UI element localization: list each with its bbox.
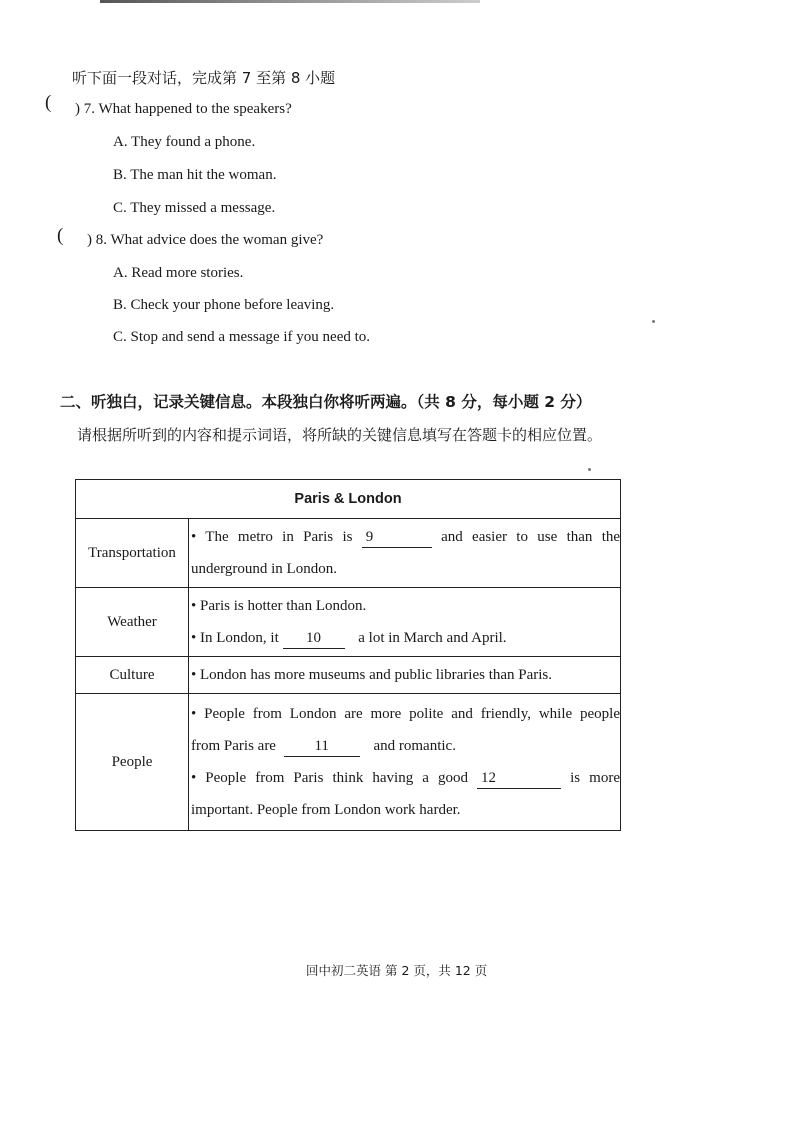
category-people: People (76, 694, 189, 831)
question-7-option-a: A. They found a phone. (113, 134, 256, 150)
content-transportation (189, 519, 621, 588)
blank-12: 12 (477, 768, 561, 789)
table-row-culture (76, 657, 621, 694)
question-7-stem: ) 7. What happened to the speakers? (75, 101, 292, 117)
info-table (75, 479, 621, 831)
transportation-text-a: • The metro in Paris is (191, 529, 353, 545)
category-culture: Culture (76, 657, 189, 694)
table-title: Paris & London (76, 480, 621, 519)
question-8-option-b: B. Check your phone before leaving. (113, 297, 335, 313)
table-row-transportation (76, 519, 621, 588)
weather-text-b: a lot in March and April. (358, 630, 507, 646)
scan-speck (588, 468, 591, 471)
people-line-1: • People from London are more polite and friendly, while people (191, 706, 620, 722)
question-8-option-c: C. Stop and send a message if you need to. (113, 329, 371, 345)
people-text-b: and romantic. (373, 738, 456, 754)
people-text-d: is more (570, 770, 620, 786)
category-weather: Weather (76, 588, 189, 657)
table-row-weather (76, 588, 621, 657)
people-text-c: • People from Paris think having a good (191, 770, 468, 786)
blank-10: 10 (283, 628, 345, 649)
transportation-text-b: and easier to use than the (441, 529, 621, 545)
top-scan-edge (100, 0, 480, 3)
question-7-option-c: C. They missed a message. (113, 200, 276, 216)
page-footer: 回中初二英语 第 2 页，共 12 页 (306, 963, 488, 978)
people-line-2 (191, 730, 620, 762)
scan-speck (652, 320, 655, 323)
answer-paren-8: ( (57, 225, 64, 246)
question-8-stem: ) 8. What advice does the woman give? (87, 232, 324, 248)
dialogue-intro: 听下面一段对话，完成第 7 至第 8 小题 (72, 69, 336, 87)
section-2-heading: 二、听独白，记录关键信息。本段独白你将听两遍。（共 8 分，每小题 2 分） (60, 393, 592, 411)
question-7-option-b: B. The man hit the woman. (113, 167, 277, 183)
weather-line-2 (191, 622, 620, 654)
section-2-instruction: 请根据所听到的内容和提示词语，将所缺的关键信息填写在答题卡的相应位置。 (77, 426, 603, 444)
transportation-line-1 (191, 521, 620, 553)
culture-line-1: • London has more museums and public libraries than Paris. (191, 667, 553, 683)
blank-9: 9 (362, 527, 432, 548)
content-people (189, 694, 621, 831)
people-line-3 (191, 762, 620, 794)
transportation-line-2: underground in London. (191, 561, 337, 577)
content-culture (189, 657, 621, 694)
people-text-a: from Paris are (191, 738, 276, 754)
weather-text-a: • In London, it (191, 630, 279, 646)
question-8-option-a: A. Read more stories. (113, 265, 244, 281)
answer-paren-7: ( (45, 92, 52, 113)
blank-11: 11 (284, 736, 360, 757)
content-weather (189, 588, 621, 657)
table-row-people (76, 694, 621, 831)
category-transportation: Transportation (76, 519, 189, 588)
weather-line-1: • Paris is hotter than London. (191, 598, 367, 614)
people-line-4: important. People from London work harder. (191, 802, 461, 818)
